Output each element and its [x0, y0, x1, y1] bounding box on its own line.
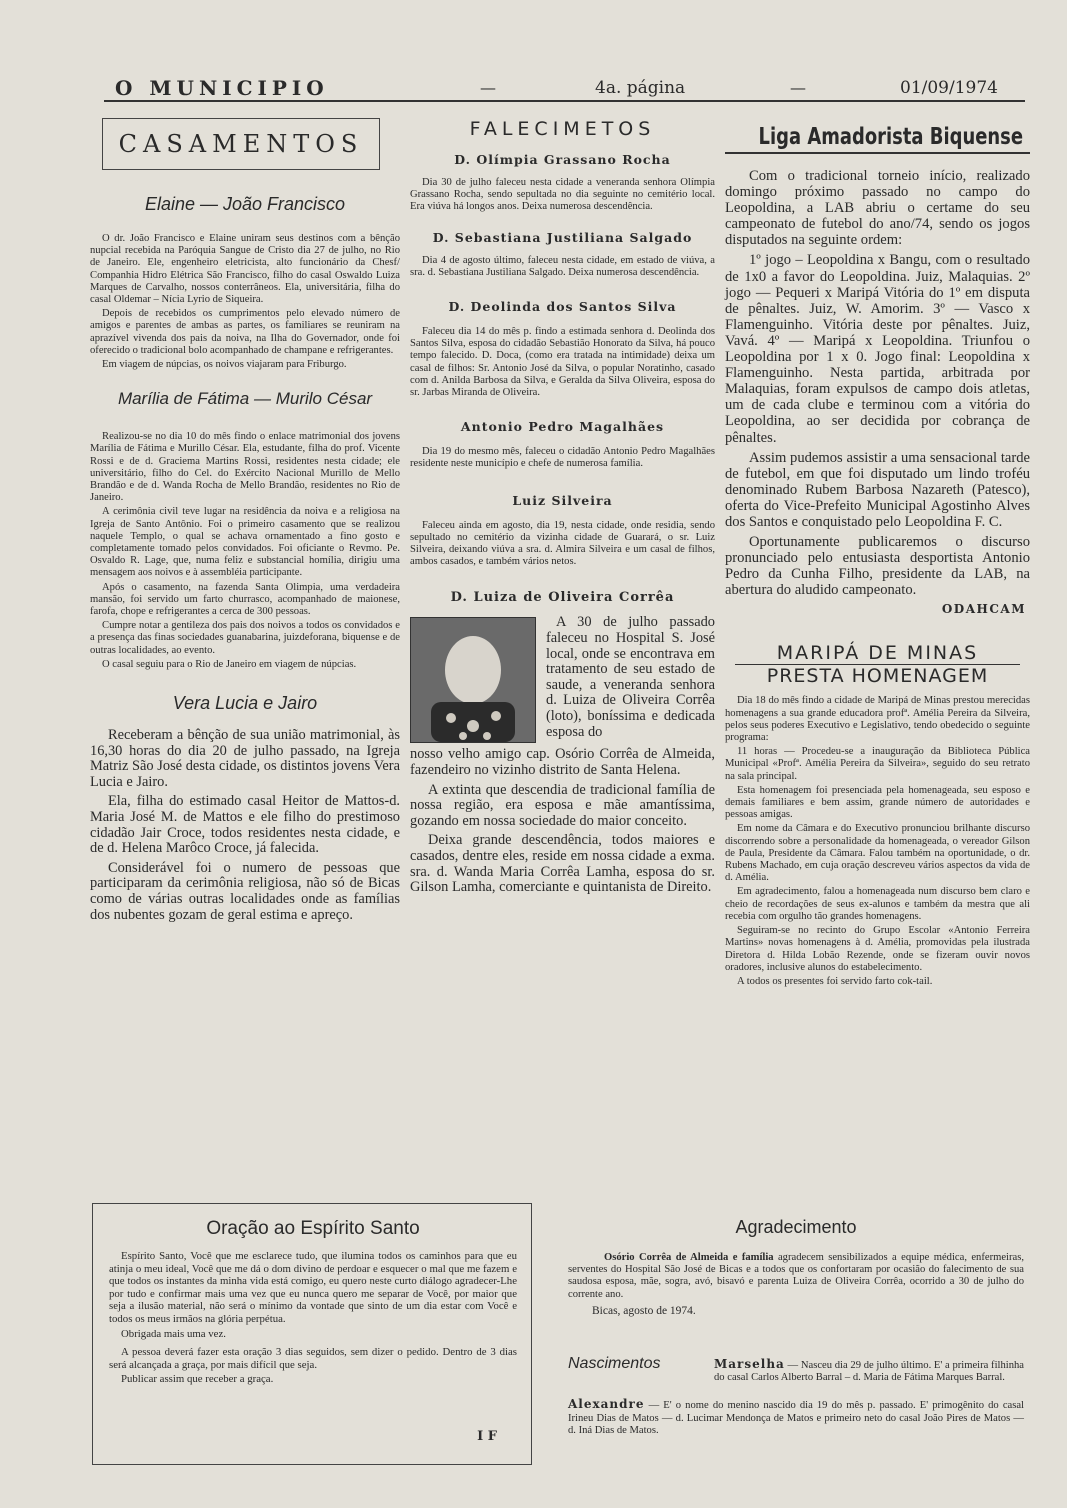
- header-dash-right: —: [790, 78, 806, 97]
- issue-date: 01/09/1974: [900, 78, 998, 98]
- agradecimento-body: agradecem sensibilizados a equipe médica, enfermeiras, serventes do Hospital São José de Bicas e a todos que os confortaram por ocasião do falecimento de sua saudosa esposa, mãe, sogra, avó, bisavó e parenta Luiza de Oliveira Corrêa, ocorrido a 30 de julho do corrente ano.: [568, 1252, 1024, 1300]
- obituary-luiza-p3: Deixa grande descendência, todos maiores e casados, dentre eles, reside em nossa cidade a exma. sra. d. Wanda Maria Corrêa Lamha, esposa do sr. Gilson Lamha, comerciante e quintanista de Direito.: [410, 832, 715, 896]
- nascimento-1-name: Marselha: [714, 1357, 785, 1371]
- maripa-p7: A todos os presentes foi servido farto cok-tail.: [737, 975, 933, 987]
- obituary-luiza-wrap: A 30 de julho passado faleceu no Hospital S. José local, onde se encontrava em tratamento de seu estado de saude, a veneranda senhora d. Luiza de Oliveira Corrêa (loto), boníssima e dedicada esposa do: [546, 615, 715, 740]
- agradecimento-title: Agradecimento: [735, 1217, 857, 1237]
- liga-column: [725, 118, 1030, 990]
- maripa-p5: Em agradecimento, falou a homenageada num discurso bem claro e cheio de recordações de seus ex-alunos e também da mestra que ali recebia com orgulho tão grandes homenagens.: [725, 886, 1030, 922]
- wedding-elaine-p3: Em viagem de núpcias, os noivos viajaram para Friburgo.: [102, 359, 347, 371]
- wedding-vera-p1: Receberam a bênção de sua união matrimonial, às 16,30 horas do dia 20 de julho passado, na Igreja Matriz São José desta cidade, os distintos jovens Vera Lucia e Jairo.: [90, 727, 400, 790]
- nascimento-1: [568, 1354, 1024, 1386]
- obituary-luiza-p2: A extinta que descendia de tradicional família de nossa região, era esposa e mãe amantíssima, gozando em nossa sociedade do maior conceito.: [410, 781, 715, 829]
- agradecimento-text: [568, 1252, 1024, 1301]
- liga-p1: Com o tradicional torneio início, realizado domingo próximo passado no campo do Leopoldina, a LAB abriu o certame do seu campeonato de futebol do ano/74, sendo os jogos disputados na seguinte ordem:: [725, 168, 1030, 249]
- agradecimento-place-date: Bicas, agosto de 1974.: [592, 1304, 696, 1317]
- wedding-marilia-p2: A cerimônia civil teve lugar na residência da noiva e a religiosa na Igreja de Santo Antônio. Foi o primeiro casamento que se realizou naquele Templo, o qual se achava ornamentado a fino gosto e completamente tomado pelos convidados. Foi oficiante o Revmo. Pe. Osvaldo R. Lage, que, numa feliz e substancial homília, dirigiu uma mensagem aos noivos e à assembléia participante.: [90, 506, 400, 579]
- header-dash-left: —: [480, 78, 496, 97]
- nascimento-2-text: [568, 1398, 1024, 1437]
- nascimento-1-text: [714, 1358, 1024, 1384]
- maripa-p4: Em nome da Câmara e do Executivo pronunciou brilhante discurso discorrendo sobre a personalidade da homenageada, o vereador Gilson de Paula, Presidente da Câmara. Falou também na oportunidade, o dr. Rubens Machado, em cuja oração descreveu vários aspectos da vida de d. Amélia.: [725, 823, 1030, 884]
- portrait-image: [411, 618, 535, 742]
- masthead: [115, 76, 1015, 100]
- obituary-name-2: D. Sebastiana Justiliana Salgado: [432, 229, 693, 245]
- liga-signature: ODAHCAM: [941, 602, 1026, 617]
- wedding-marilia-p4: Cumpre notar a gentileza dos pais dos noivos a todos os convidados e a presença das finas sociedades guanabarina, juizdeforana, biquense e de outras localidades, ao evento.: [90, 620, 400, 656]
- oracao-box: [92, 1203, 532, 1465]
- wedding-heading-marilia: Marília de Fátima — Murilo César: [117, 389, 373, 409]
- maripa-title-2: PRESTA HOMENAGEM: [766, 665, 989, 688]
- wedding-elaine-p2: Depois de recebidos os cumprimentos pelo elevado número de amigos e parentes de ambas as partes, os familiares se reuniram na aprazível vivenda dos pais da noiva, na Ilha do Governador, onde foi oferecido o tradicional bolo acompanhado de champane e refrigerantes.: [90, 308, 400, 356]
- nascimento-1-body: — Nasceu dia 29 de julho último. E' a primeira filhinha do casal Carlos Alberto Barral – d. Maria de Fátima Marques Barral.: [714, 1360, 1024, 1384]
- nascimentos-section: [568, 1354, 1024, 1439]
- wedding-marilia-p5: O casal seguiu para o Rio de Janeiro em viagem de núpcias.: [102, 658, 357, 670]
- liga-title: Liga Amadorista Biquense: [758, 124, 1024, 150]
- casamentos-title: CASAMENTOS: [118, 130, 364, 158]
- maripa-p1: Dia 18 do mês findo a cidade de Maripá de Minas prestou merecidas homenagens a sua grande educadora profª. Amélia Pereira da Silveira, pelos seus poderes Executivo e Legislativo, tendo obedecido o seguinte programa:: [725, 695, 1030, 744]
- nascimento-2-body: — E' o nome do menino nascido dia 19 do mês p. passado. E' primogênito do casal Irineu Dias de Matos — d. Lucimar Mendonça de Matos e primeiro neto do casal João Pires de Matos — d. Iná Dias de Matos.: [568, 1400, 1024, 1436]
- obituary-text-3: Faleceu dia 14 do mês p. findo a estimada senhora d. Deolinda dos Santos Silva, esposa do cidadão Sebastião Honorato da Silva, há pouco tempo falecido. D. Doca, (como era tratada na intimidade) deixa um casal de filhos: Sr. Antonio José da Silva, o popular Noratinho, casado com d. Anilda Barbosa da Silva, e Geralda da Silva Oliveira, esposa do sr. Jarbas Miranda de Oliveira.: [410, 326, 715, 399]
- portrait-photo: [410, 617, 536, 743]
- oracao-p1: Espírito Santo, Você que me esclarece tudo, que ilumina todos os caminhos para que eu atinja o meu ideal, Você que me dá o dom divino de perdoar e esquecer o mal que me fazem e que todos os instantes da minha vida está comigo, eu quero neste curto diálogo agradecer-Lhe por tudo e confirmar mais uma vez que eu nunca quero me separar de Você, por maior que seja a ilusão material, não será o mínimo da vontade que sinto de um dia estar com Você e todos os meus irmãos na glória perpétua.: [109, 1250, 517, 1325]
- nascimento-2-name: Alexandre: [568, 1397, 645, 1412]
- obituary-text-1: Dia 30 de julho faleceu nesta cidade a veneranda senhora Olímpia Grassano Rocha, sendo sepultada no dia seguinte no cemitério local. Era viúva há longos anos. Deixa numerosa descendência.: [410, 177, 715, 213]
- obituary-luiza-p1: nosso velho amigo cap. Osório Corrêa de Almeida, fazendeiro no vizinho distrito de Santa Helena.: [410, 746, 715, 779]
- wedding-vera-p2: Ela, filha do estimado casal Heitor de Mattos-d. Maria José M. de Mattos e ele filho do prestimoso cidadão Jair Croce, todos residentes nesta cidade, e de d. Helena Marôco Croce, já falecida.: [90, 793, 400, 857]
- liga-title-rule: [725, 152, 1030, 154]
- maripa-title-1: MARIPÁ DE MINAS: [776, 642, 979, 665]
- oracao-p3: A pessoa deverá fazer esta oração 3 dias seguidos, sem dizer o pedido. Dentro de 3 dias será alcançada a graça, por mais difícil que seja.: [109, 1346, 517, 1371]
- nascimentos-title: Nascimentos: [568, 1355, 661, 1372]
- casamentos-column: [90, 118, 400, 927]
- maripa-p6: Seguiram-se no recinto do Grupo Escolar «Antonio Ferreira Martins» novas homenagens à d. Amélia, promovidas pela ilustrada Diretora d. Hilda Lobão Rezende, onde se fizeram ouvir novos oradores, inclusive alunos do estabelecimento.: [725, 925, 1030, 973]
- casamentos-title-box: [102, 118, 380, 170]
- wedding-marilia-p3: Após o casamento, na fazenda Santa Olimpia, uma verdadeira mansão, foi servido um farto churrasco, acompanhado de maionese, farofa, chope e refrigerantes a cerca de 300 pessoas.: [90, 581, 400, 618]
- wedding-marilia-p1: Realizou-se no dia 10 do mês findo o enlace matrimonial dos jovens Marília de Fátima e Murillo César. Ela, estudante, filha do prof. Vicente Rossi e de d. Graciema Martins Rossi, residentes nesta cidade; ele universitário, filho do Cel. do Exército Nacional Murillo de Mello Brandão e de d. Wanda Rocha de Mello Brandão, residentes no Rio de Janeiro.: [90, 431, 400, 504]
- oracao-signature: I F: [477, 1429, 497, 1444]
- masthead-rule: [104, 100, 1025, 102]
- obituary-name-1: D. Olímpia Grassano Rocha: [454, 152, 671, 167]
- liga-p3: Assim pudemos assistir a uma sensacional tarde de futebol, em que foi disputado um lindo troféu denominado Rubem Barbosa Nazareth (Patesco), oferta do Vice-Prefeito Municipal Agostinho Alves dos Santos e conquistado pelo Leopoldina F. C.: [725, 449, 1030, 530]
- agradecimento-section: [568, 1217, 1024, 1319]
- obituary-name-5: Luiz Silveira: [512, 492, 613, 508]
- obituary-name-luiza: D. Luiza de Oliveira Corrêa: [450, 590, 675, 606]
- oracao-p2: Obrigada mais uma vez.: [121, 1327, 226, 1340]
- obituary-text-2: Dia 4 de agosto último, faleceu nesta cidade, em estado de viúva, a sra. d. Sebastiana Justiliana Salgado. Deixa numerosa descendência.: [410, 254, 715, 278]
- falecimentos-title: FALECIMETOS: [469, 118, 656, 140]
- obituary-name-3: D. Deolinda dos Santos Silva: [448, 299, 677, 315]
- obituary-luiza-block: [410, 615, 715, 747]
- paper-name: O MUNICIPIO: [115, 76, 329, 100]
- wedding-heading-elaine: Elaine — João Francisco: [144, 194, 346, 214]
- obituary-name-4: Antonio Pedro Magalhães: [460, 419, 665, 435]
- wedding-vera-p3: Considerável foi o numero de pessoas que participaram da cerimônia religiosa, não só de Bicas como de várias outras localidades onde as famílias dos nubentes gozam de geral estima e apreço.: [90, 859, 400, 923]
- page-number: 4a. página: [595, 78, 686, 98]
- obituary-text-4: Dia 19 do mesmo mês, faleceu o cidadão Antonio Pedro Magalhães residente neste município e chefe de numerosa família.: [410, 446, 715, 470]
- oracao-title: Oração ao Espírito Santo: [206, 1218, 420, 1239]
- wedding-heading-vera: Vera Lucia e Jairo: [172, 693, 318, 714]
- agradecimento-lead: Osório Corrêa de Almeida e família: [604, 1252, 774, 1263]
- falecimentos-column: [410, 118, 715, 900]
- oracao-p4: Publicar assim que receber a graça.: [121, 1373, 274, 1386]
- liga-p2: 1º jogo – Leopoldina x Bangu, com o resultado de 1x0 a favor do Leopoldina. Juiz, Malaquias. 2º jogo — Pequeri x Maripá Vitória do 1º em disputa de pênaltes. Juiz, W. Amorim. 3º — Vasco x Flamenguinho. Vitória deste por pênaltes. Juiz, Vavá. 4º — Maripá x Leopoldina. Triunfou o Leopoldina por 1 x 0. Jogo final: Leopoldina x Flamenguinho. Nesta partida, arbitrada por Malaquias, foram expulsos de campo dois atletas, um de cada clube e terminou com a vitória do Leopoldina, ao ser decidida por cobrança de pênaltes.: [725, 252, 1030, 446]
- obituary-text-5: Faleceu ainda em agosto, dia 19, nesta cidade, onde residia, sendo sepultado no cemitério da vizinha cidade de Guarará, o sr. Luiz Silveira, deixando viúva a sra. d. Almira Silveira e um casal de filhos, ambos casados, e também vários netos.: [410, 519, 715, 568]
- maripa-p2: 11 horas — Procedeu-se a inauguração da Biblioteca Pública Municipal «Profª. Amélia Pereira da Silveira», seguido do seu retrato na sala principal.: [725, 746, 1030, 782]
- liga-p4: Oportunamente publicaremos o discurso pronunciado pelo entusiasta desportista Antonio Pedro da Cunha Filho, presidente da LAB, na abertura do aludido campeonato.: [725, 534, 1030, 599]
- wedding-elaine-p1: O dr. João Francisco e Elaine uniram seus destinos com a bênção nupcial recebida na Paróquia Sangue de Cristo dia 27 de julho, no Rio de Janeiro. Ele, engenheiro eletricista, alto funcionário da Chesf/ Companhia Hidro Elétrica São Francisco, filho do casal Oswaldo Luiza Marques de Carvalho, nossos conterrâneos. Ela, universitária, filha do casal Oldemar – Nícia Lyrio de Siqueira.: [90, 233, 400, 306]
- maripa-p3: Esta homenagem foi presenciada pela homenageada, seu esposo e demais familiares e bem assim, grande número de autoridades e pessoas amigas.: [725, 784, 1030, 821]
